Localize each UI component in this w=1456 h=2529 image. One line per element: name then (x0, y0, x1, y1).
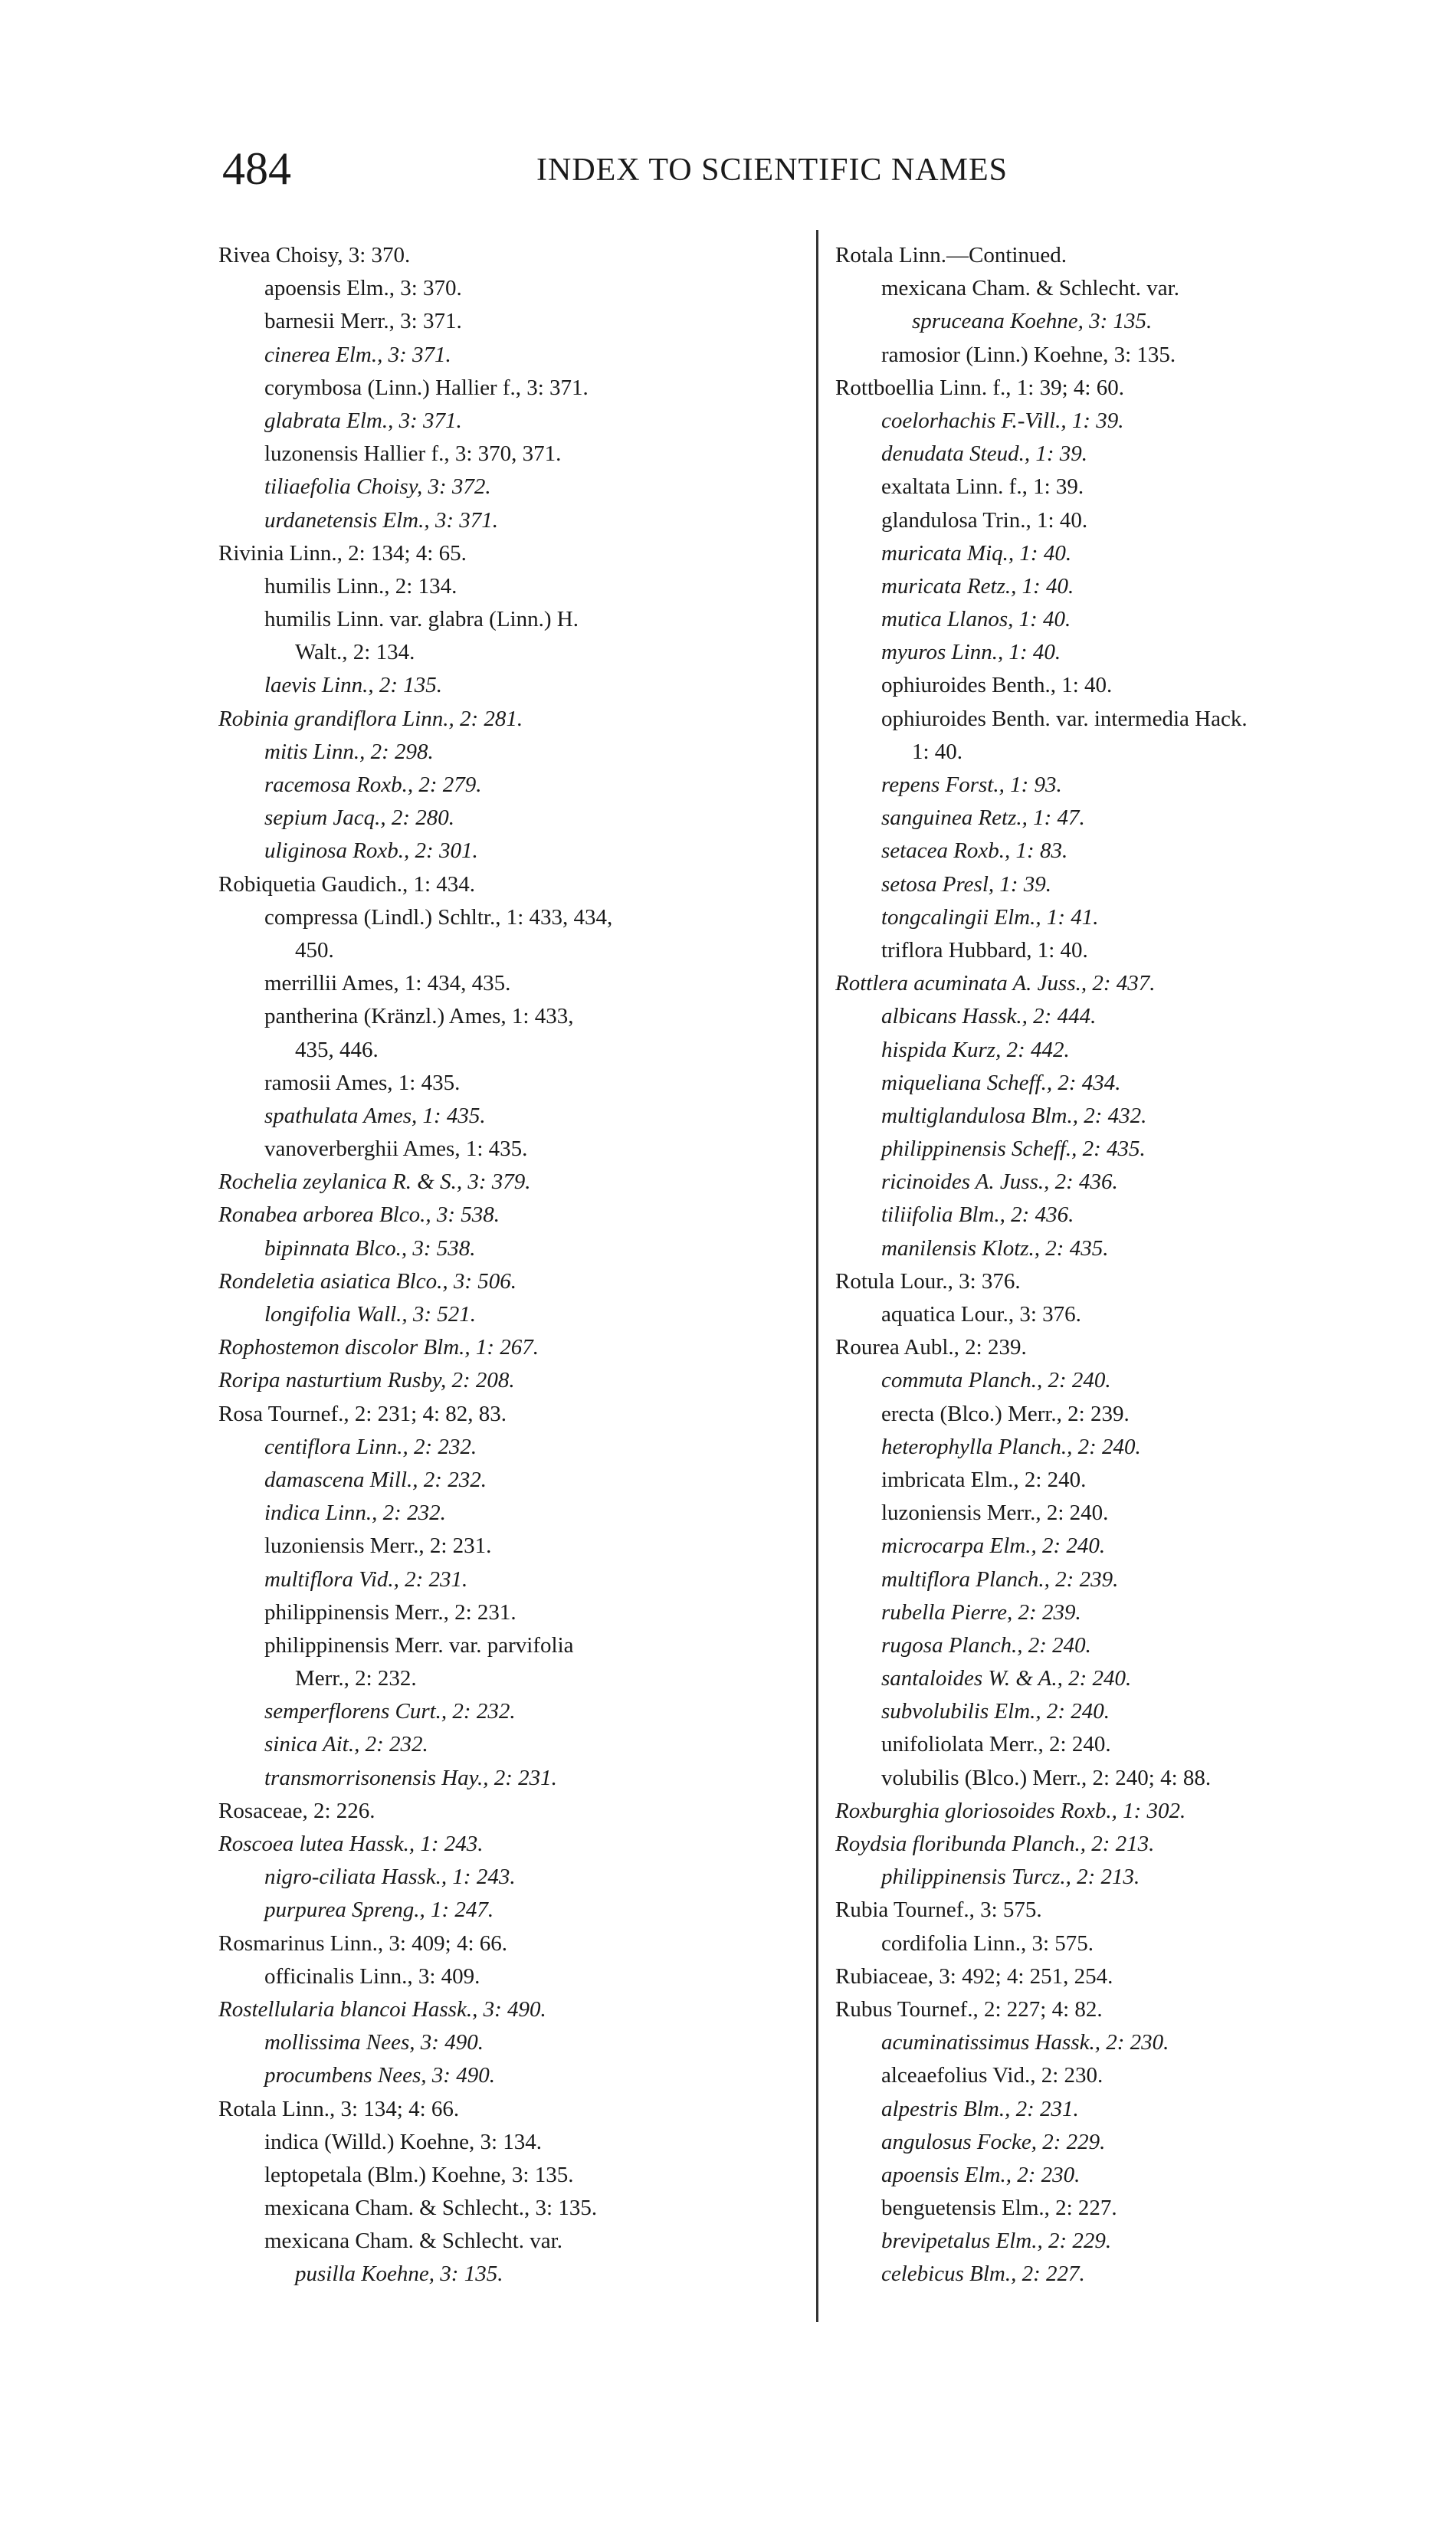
index-entry: compressa (Lindl.) Schltr., 1: 433, 434, (264, 904, 613, 930)
index-entry: alpestris Blm., 2: 231. (881, 2096, 1079, 2121)
index-entry: muricata Retz., 1: 40. (881, 573, 1074, 599)
index-entry: philippinensis Merr. var. parvifolia (264, 1632, 574, 1658)
index-entry-genus: Rubiaceae, 3: 492; 4: 251, 254. (835, 1963, 1113, 1989)
index-entry: rugosa Planch., 2: 240. (881, 1632, 1091, 1658)
page-title: INDEX TO SCIENTIFIC NAMES (536, 153, 1008, 188)
index-entry: celebicus Blm., 2: 227. (881, 2262, 1085, 2287)
index-entry: procumbens Nees, 3: 490. (264, 2063, 495, 2088)
index-entry: leptopetala (Blm.) Koehne, 3: 135. (264, 2162, 574, 2187)
page-number: 484 (222, 143, 291, 194)
index-entry-genus: Rophostemon discolor Blm., 1: 267. (218, 1335, 539, 1360)
index-entry: myuros Linn., 1: 40. (881, 640, 1061, 665)
index-entry-genus: Robinia grandiflora Linn., 2: 281. (218, 706, 523, 731)
index-entry: pusilla Koehne, 3: 135. (295, 2262, 503, 2287)
index-entry: glabrata Elm., 3: 371. (264, 408, 462, 433)
index-entry: centiflora Linn., 2: 232. (264, 1434, 477, 1459)
index-entry: setosa Presl, 1: 39. (881, 871, 1052, 897)
index-entry: triflora Hubbard, 1: 40. (881, 937, 1088, 963)
index-entry: philippinensis Turcz., 2: 213. (881, 1865, 1140, 1890)
index-entry: acuminatissimus Hassk., 2: 230. (881, 2030, 1169, 2055)
index-entry: nigro-ciliata Hassk., 1: 243. (264, 1865, 516, 1890)
index-entry: multiflora Vid., 2: 231. (264, 1566, 468, 1592)
index-entry: manilensis Klotz., 2: 435. (881, 1235, 1109, 1261)
index-entry: aquatica Lour., 3: 376. (881, 1302, 1081, 1327)
index-entry: tiliaefolia Choisy, 3: 372. (264, 474, 491, 500)
index-entry-genus: Ronabea arborea Blco., 3: 538. (218, 1202, 500, 1228)
index-entry-genus: Roripa nasturtium Rusby, 2: 208. (218, 1368, 515, 1393)
index-entry: purpurea Spreng., 1: 247. (264, 1898, 494, 1923)
index-entry: humilis Linn., 2: 134. (264, 573, 457, 599)
index-entry-genus: Rondeletia asiatica Blco., 3: 506. (218, 1268, 517, 1294)
index-entry: cinerea Elm., 3: 371. (264, 342, 451, 367)
index-entry: vanoverberghii Ames, 1: 435. (264, 1137, 528, 1162)
index-entry-genus: Rotula Lour., 3: 376. (835, 1268, 1021, 1294)
index-entry: albicans Hassk., 2: 444. (881, 1004, 1097, 1029)
index-entry: ramosii Ames, 1: 435. (264, 1070, 461, 1095)
index-entry: hispida Kurz, 2: 442. (881, 1037, 1070, 1062)
index-entry: luzoniensis Merr., 2: 240. (881, 1501, 1109, 1526)
index-entry-genus: Rostellularia blancoi Hassk., 3: 490. (218, 1996, 546, 2022)
index-entry: 450. (295, 937, 334, 963)
index-entry: indica (Willd.) Koehne, 3: 134. (264, 2129, 543, 2154)
index-entry: repens Forst., 1: 93. (881, 772, 1062, 797)
index-entry: coelorhachis F.-Vill., 1: 39. (881, 408, 1124, 433)
index-entry-genus: Rochelia zeylanica R. & S., 3: 379. (218, 1169, 531, 1195)
index-entry: tongcalingii Elm., 1: 41. (881, 904, 1099, 930)
index-entry: 435, 446. (295, 1037, 379, 1062)
index-entry: sanguinea Retz., 1: 47. (881, 805, 1085, 831)
index-entry: luzonensis Hallier f., 3: 370, 371. (264, 441, 562, 467)
index-entry: ophiuroides Benth., 1: 40. (881, 673, 1113, 698)
index-entry: ricinoides A. Juss., 2: 436. (881, 1169, 1118, 1195)
index-entry: benguetensis Elm., 2: 227. (881, 2196, 1117, 2221)
index-entry: muricata Miq., 1: 40. (881, 540, 1072, 566)
index-entry: sinica Ait., 2: 232. (264, 1732, 428, 1757)
index-entry: unifoliolata Merr., 2: 240. (881, 1732, 1111, 1757)
index-entry: mexicana Cham. & Schlecht. var. (881, 276, 1179, 301)
index-entry: semperflorens Curt., 2: 232. (264, 1699, 516, 1724)
index-entry-genus: Rubia Tournef., 3: 575. (835, 1898, 1042, 1923)
index-entry-genus: Roxburghia gloriosoides Roxb., 1: 302. (835, 1798, 1186, 1823)
index-entry: imbricata Elm., 2: 240. (881, 1467, 1087, 1492)
index-entry: mollissima Nees, 3: 490. (264, 2030, 484, 2055)
index-entry: exaltata Linn. f., 1: 39. (881, 474, 1084, 500)
index-entry-genus: Rivea Choisy, 3: 370. (218, 243, 411, 267)
index-entry: corymbosa (Linn.) Hallier f., 3: 371. (264, 375, 589, 400)
index-entry: philippinensis Scheff., 2: 435. (881, 1137, 1146, 1162)
index-entry: indica Linn., 2: 232. (264, 1501, 446, 1526)
index-entry: officinalis Linn., 3: 409. (264, 1963, 480, 1989)
index-column-right (835, 239, 1441, 2291)
index-entry: rubella Pierre, 2: 239. (881, 1599, 1081, 1625)
index-entry: setacea Roxb., 1: 83. (881, 838, 1068, 864)
index-entry: spruceana Koehne, 3: 135. (912, 309, 1153, 334)
index-entry-genus: Rosaceae, 2: 226. (218, 1798, 375, 1823)
index-entry: denudata Steud., 1: 39. (881, 441, 1088, 467)
index-entry: uliginosa Roxb., 2: 301. (264, 838, 478, 864)
index-entry: Merr., 2: 232. (295, 1666, 417, 1691)
index-entry-genus: Roscoea lutea Hassk., 1: 243. (218, 1832, 484, 1856)
index-entry-genus: Rotala Linn.—Continued. (835, 243, 1067, 267)
index-entry: miqueliana Scheff., 2: 434. (881, 1070, 1121, 1095)
index-entry: microcarpa Elm., 2: 240. (881, 1533, 1106, 1559)
index-entry-genus: Rotala Linn., 3: 134; 4: 66. (218, 2096, 460, 2121)
index-entry: ophiuroides Benth. var. intermedia Hack. (881, 706, 1248, 731)
index-entry: alceaefolius Vid., 2: 230. (881, 2063, 1103, 2088)
index-entry: bipinnata Blco., 3: 538. (264, 1235, 476, 1261)
index-entry: tiliifolia Blm., 2: 436. (881, 1202, 1074, 1228)
index-entry-genus: Rivinia Linn., 2: 134; 4: 65. (218, 540, 467, 566)
index-entry: cordifolia Linn., 3: 575. (881, 1930, 1094, 1956)
index-entry: apoensis Elm., 2: 230. (881, 2162, 1081, 2187)
index-entry: mexicana Cham. & Schlecht., 3: 135. (264, 2196, 598, 2221)
index-entry: mutica Llanos, 1: 40. (881, 607, 1071, 632)
index-entry: ramosior (Linn.) Koehne, 3: 135. (881, 342, 1176, 367)
index-entry: angulosus Focke, 2: 229. (881, 2129, 1106, 2154)
index-entry: merrillii Ames, 1: 434, 435. (264, 971, 511, 996)
index-entry: glandulosa Trin., 1: 40. (881, 507, 1088, 533)
index-entry: philippinensis Merr., 2: 231. (264, 1599, 516, 1625)
index-entry: Walt., 2: 134. (295, 640, 415, 665)
index-entry: 1: 40. (912, 739, 963, 764)
index-entry: commuta Planch., 2: 240. (881, 1368, 1111, 1393)
index-entry: santaloides W. & A., 2: 240. (881, 1666, 1132, 1691)
index-entry: multiflora Planch., 2: 239. (881, 1566, 1119, 1592)
index-entry: transmorrisonensis Hay., 2: 231. (264, 1765, 557, 1790)
index-entry: barnesii Merr., 3: 371. (264, 309, 462, 334)
index-entry: pantherina (Kränzl.) Ames, 1: 433, (264, 1004, 574, 1029)
index-entry-genus: Rourea Aubl., 2: 239. (835, 1335, 1027, 1360)
index-entry: longifolia Wall., 3: 521. (264, 1302, 477, 1327)
index-entry-genus: Roydsia floribunda Planch., 2: 213. (835, 1832, 1155, 1856)
index-entry-genus: Rubus Tournef., 2: 227; 4: 82. (835, 1996, 1103, 2022)
index-entry: humilis Linn. var. glabra (Linn.) H. (264, 607, 579, 632)
index-entry: sepium Jacq., 2: 280. (264, 805, 455, 831)
index-entry: mexicana Cham. & Schlecht. var. (264, 2229, 562, 2254)
index-entry-genus: Rosmarinus Linn., 3: 409; 4: 66. (218, 1930, 507, 1956)
column-divider (816, 230, 818, 2322)
index-entry-genus: Robiquetia Gaudich., 1: 434. (218, 871, 476, 897)
index-entry: volubilis (Blco.) Merr., 2: 240; 4: 88. (881, 1765, 1212, 1790)
index-entry: racemosa Roxb., 2: 279. (264, 772, 482, 797)
index-entry: erecta (Blco.) Merr., 2: 239. (881, 1401, 1130, 1426)
index-column-left (218, 239, 812, 2291)
index-entry-genus: Rosa Tournef., 2: 231; 4: 82, 83. (218, 1401, 507, 1426)
index-entry: multiglandulosa Blm., 2: 432. (881, 1103, 1147, 1128)
index-entry: brevipetalus Elm., 2: 229. (881, 2229, 1112, 2254)
index-entry: mitis Linn., 2: 298. (264, 739, 434, 764)
index-entry-genus: Rottboellia Linn. f., 1: 39; 4: 60. (835, 375, 1124, 400)
index-entry: damascena Mill., 2: 232. (264, 1467, 487, 1492)
index-entry: urdanetensis Elm., 3: 371. (264, 507, 499, 533)
index-entry: laevis Linn., 2: 135. (264, 673, 442, 698)
index-entry: luzoniensis Merr., 2: 231. (264, 1533, 492, 1559)
index-entry: spathulata Ames, 1: 435. (264, 1103, 486, 1128)
index-entry: heterophylla Planch., 2: 240. (881, 1434, 1141, 1459)
index-entry: subvolubilis Elm., 2: 240. (881, 1699, 1110, 1724)
index-entry-genus: Rottlera acuminata A. Juss., 2: 437. (835, 971, 1156, 996)
index-entry: apoensis Elm., 3: 370. (264, 276, 462, 301)
